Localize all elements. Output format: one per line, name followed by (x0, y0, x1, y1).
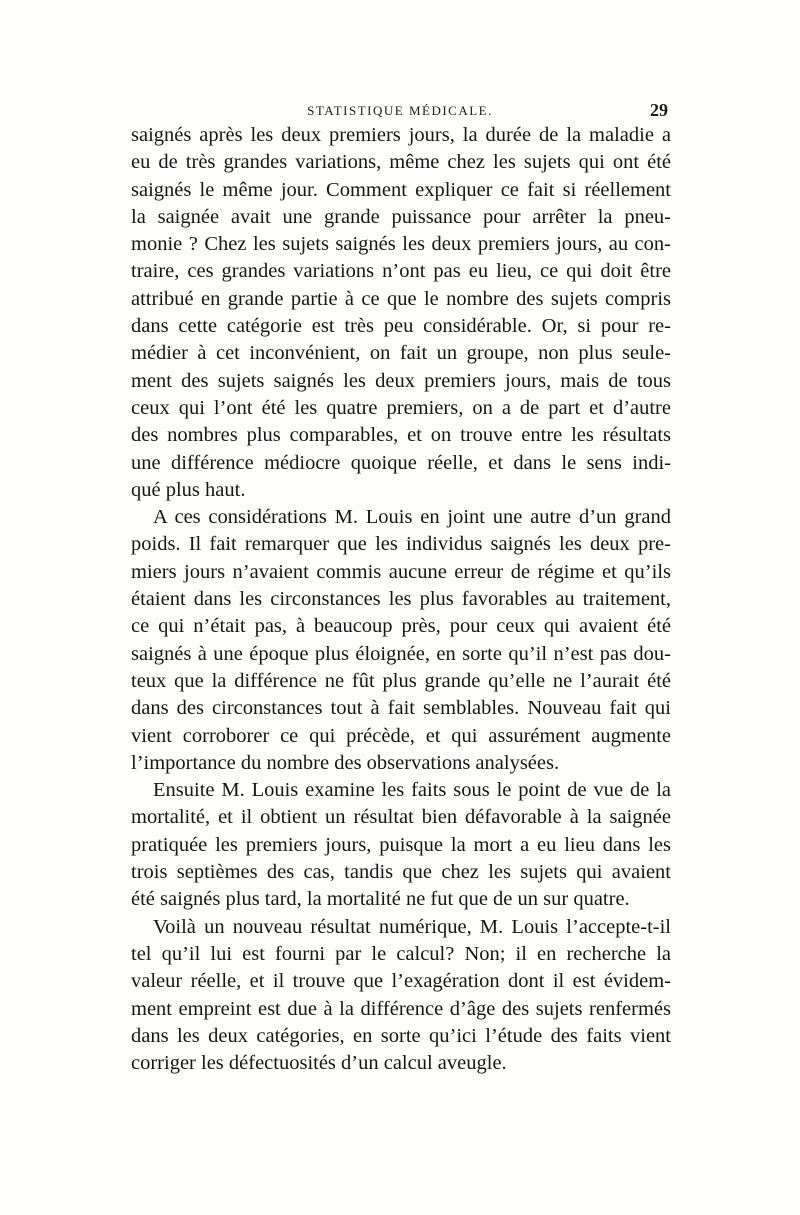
text-line: des nombres plus comparables, et on trouve entre les résultats (131, 424, 671, 447)
text-line: médier à cet inconvénient, on fait un groupe, non plus seule- (131, 342, 671, 365)
text-line: trois septièmes des cas, tandis que chez les sujets qui avaient (131, 861, 671, 884)
paragraph (131, 914, 671, 1078)
text-line: monie ? Chez les sujets saignés les deux premiers jours, au con- (131, 233, 671, 256)
text-line: mortalité, et il obtient un résultat bien défavorable à la saignée (131, 806, 671, 829)
text-line: miers jours n’avaient commis aucune erreur de régime et qu’ils (131, 560, 671, 583)
page-header (130, 100, 670, 124)
text-line: valeur réelle, et il trouve que l’exagération dont il est évidem- (131, 970, 671, 993)
text-line: tel qu’il lui est fourni par le calcul? Non; il en recherche la (131, 942, 671, 965)
text-line: la saignée avait une grande puissance pour arrêter la pneu- (131, 205, 671, 228)
text-line: teux que la différence ne fût plus grande qu’elle ne l’aurait été (131, 669, 671, 692)
text-line: Voilà un nouveau résultat numérique, M. Louis l’accepte-t-il (153, 915, 671, 938)
text-line: qué plus haut. (131, 478, 246, 501)
text-line: ment des sujets saignés les deux premiers jours, mais de tous (131, 369, 671, 392)
text-line: A ces considérations M. Louis en joint une autre d’un grand (153, 506, 671, 529)
paragraph (131, 777, 671, 913)
text-line: vient corroborer ce qui précède, et qui assurément augmente (131, 724, 671, 747)
text-line: pratiquée les premiers jours, puisque la mort a eu lieu dans les (131, 833, 671, 856)
text-line: dans les deux catégories, en sorte qu’ici l’étude des faits vient (131, 1024, 671, 1047)
paragraph (131, 504, 671, 777)
text-line: dans cette catégorie est très peu considérable. Or, si pour re- (131, 315, 671, 338)
text-line: été saignés plus tard, la mortalité ne fut que de un sur quatre. (131, 888, 630, 911)
text-line: traire, ces grandes variations n’ont pas eu lieu, ce qui doit être (131, 260, 671, 283)
text-line: une différence médiocre quoique réelle, et dans le sens indi- (131, 451, 671, 474)
text-line: corriger les défectuosités d’un calcul aveugle. (131, 1052, 507, 1075)
text-line: attribué en grande partie à ce que le nombre des sujets compris (131, 287, 671, 310)
text-line: dans des circonstances tout à fait semblables. Nouveau fait qui (131, 697, 671, 720)
text-line: l’importance du nombre des observations analysées. (131, 751, 560, 774)
text-line: ceux qui l’ont été les quatre premiers, on a de part et d’autre (131, 396, 671, 419)
text-line: saignés à une époque plus éloignée, en sorte qu’il n’est pas dou- (131, 642, 671, 665)
text-line: eu de très grandes variations, même chez les sujets qui ont été (131, 151, 671, 174)
text-line: ce qui n’était pas, à beaucoup près, pour ceux qui avaient été (131, 615, 671, 638)
paragraph (131, 122, 671, 504)
page-number: 29 (650, 100, 668, 120)
text-line: ment empreint est due à la différence d’âge des sujets renfermés (131, 997, 671, 1020)
text-line: poids. Il fait remarquer que les individus saignés les deux pre- (131, 533, 671, 556)
text-line: saignés le même jour. Comment expliquer ce fait si réellement (131, 178, 671, 201)
body-text (131, 122, 671, 1077)
running-title: STATISTIQUE MÉDICALE. (307, 103, 493, 118)
text-line: saignés après les deux premiers jours, la durée de la maladie a (131, 124, 671, 146)
text-line: Ensuite M. Louis examine les faits sous le point de vue de la (153, 779, 671, 802)
text-line: étaient dans les circonstances les plus favorables au traitement, (131, 588, 671, 611)
